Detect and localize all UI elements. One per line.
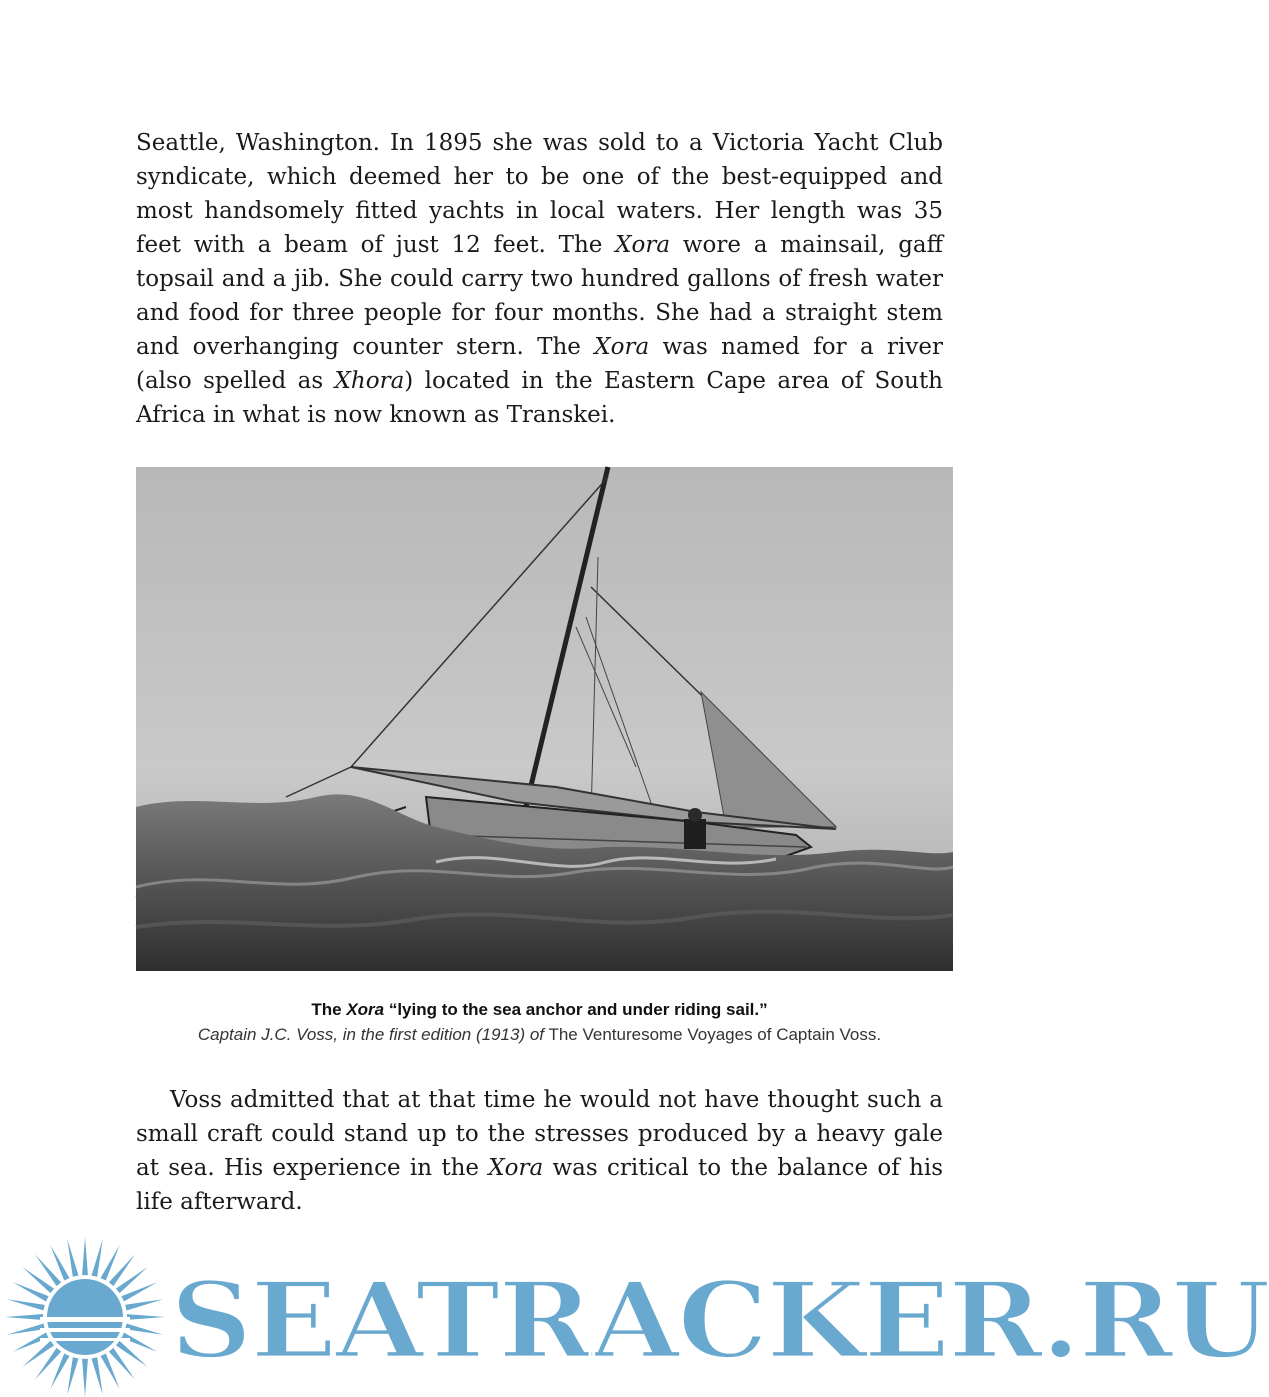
paragraph-text: was named for a river (also spelled as: [136, 334, 943, 394]
river-name: Xhora: [334, 368, 405, 394]
sun-icon: [0, 1232, 170, 1397]
ship-name: Xora: [488, 1155, 544, 1181]
sailboat-illustration: [136, 467, 953, 971]
paragraph-text: Seattle, Washington. In 1895 she was sold to a Victoria Yacht Club syndicate, which deemed her to be one of the best-equipped and most handsomely fitted yachts in local waters. Her length was 35 feet with a beam of just 12 feet. The: [136, 130, 943, 258]
body-paragraph-1: [136, 126, 943, 432]
ship-name: Xora: [615, 232, 671, 258]
caption-title: The Xora “lying to the sea anchor and under riding sail.”: [311, 1000, 768, 1019]
caption-credit: Captain J.C. Voss, in the first edition (1913) of The Venturesome Voyages of Captain Voss.: [197, 1025, 882, 1044]
body-paragraph-2: [136, 1083, 943, 1219]
watermark-text: SEATRACKER.RU: [170, 1258, 1269, 1383]
paragraph-text: Voss admitted that at that time he would not have thought such a small craft could stand up to the stresses produced by a heavy gale at sea. His experience in the: [136, 1087, 943, 1181]
book-title: The Venturesome Voyages of Captain Voss.: [544, 1025, 882, 1044]
ship-name: Xora: [346, 1000, 385, 1019]
paragraph-text: ) located in the Eastern Cape area of South Africa in what is now known as Transkei.: [136, 368, 943, 428]
watermark: [0, 1232, 1269, 1397]
ship-name: Xora: [594, 334, 650, 360]
figure-caption: [136, 997, 943, 1047]
paragraph-text: was critical to the balance of his life afterward.: [136, 1155, 944, 1215]
paragraph-text: wore a mainsail, gaff topsail and a jib. She could carry two hundred gallons of fresh water and food for three people for four months. She had a straight stem and overhanging counter stern. The: [136, 232, 943, 360]
